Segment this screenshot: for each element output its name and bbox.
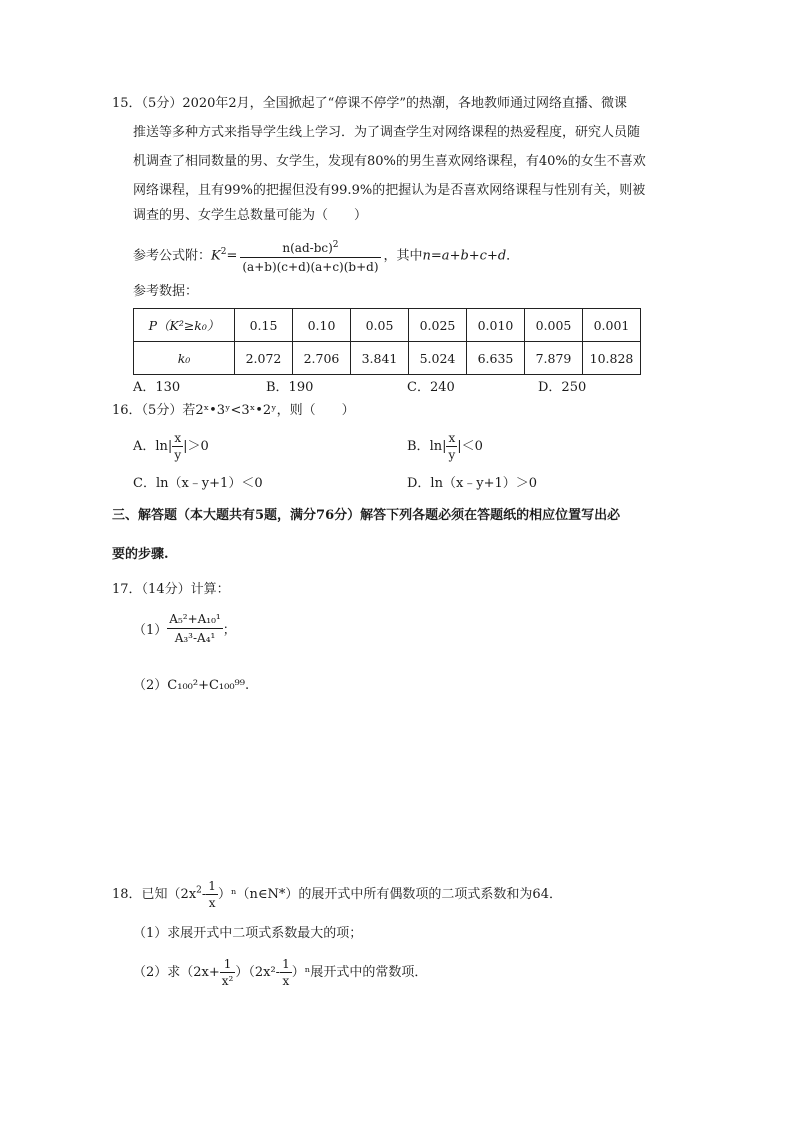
stem-mid: -	[201, 887, 207, 902]
fraction-numerator: 1	[282, 957, 290, 971]
table-row-k	[134, 342, 641, 375]
formula-eq: =	[226, 248, 238, 264]
table-cell: 0.05	[351, 309, 409, 342]
formula-prefix: 参考公式附：	[133, 248, 212, 264]
option-label: B．	[407, 439, 430, 454]
formula-denominator: (a+b)(c+d)(a+c)(b+d)	[242, 260, 379, 274]
q18-part-1: （1）求展开式中二项式系数最大的项；	[133, 926, 363, 941]
q18-part-2	[133, 956, 427, 989]
option-ln: ln|	[429, 439, 447, 454]
section-3-heading: 三、解答题（本大题共有5题，满分76分）解答下列各题必须在答题纸的相应位置写出必	[112, 508, 621, 523]
table-row-p	[134, 309, 641, 342]
table-cell: 3.841	[351, 342, 409, 375]
part2-prefix: （2）求（2x+	[133, 965, 220, 980]
fraction-denominator: x	[208, 896, 216, 910]
part-end: ；	[222, 623, 236, 638]
option-fraction	[172, 430, 183, 463]
formula-suffix: ，其中	[383, 248, 423, 264]
q17-stem: 17．（14分）计算：	[112, 582, 230, 597]
q16-option-d: D．ln（x﹣y+1）＞0	[407, 476, 538, 491]
stem-tail: ）ⁿ（n∈N*）的展开式中所有偶数项的二项式系数和为64．	[217, 887, 562, 902]
fraction-denominator: x	[282, 974, 290, 988]
q15-line-2: 推送等多种方式来指导学生线上学习．为了调查学生对网络课程的热爱程度，研究人员随	[133, 125, 641, 140]
fraction-numerator: x	[448, 431, 456, 445]
option-tail: |＞0	[183, 439, 209, 454]
q17-part2-expression: C₁₀₀²+C₁₀₀⁹⁹.	[167, 678, 250, 693]
part-label: （2）	[133, 678, 168, 693]
option-ln: ln|	[155, 439, 173, 454]
formula-end: ．	[506, 248, 520, 264]
formula-k: K	[211, 248, 221, 264]
table-cell: 0.15	[235, 309, 293, 342]
formula-k-exp: 2	[220, 247, 227, 258]
table-cell: 2.072	[235, 342, 293, 375]
fraction-numerator: 1	[208, 879, 216, 893]
table-cell: 0.025	[409, 309, 467, 342]
formula-numerator: n(ad-bc)	[282, 241, 333, 255]
table-cell: 0.10	[293, 309, 351, 342]
table-cell: 2.706	[293, 342, 351, 375]
table-cell: 0.005	[525, 309, 583, 342]
option-fraction	[446, 430, 457, 463]
q16-option-b	[407, 430, 483, 463]
q17-part-2	[133, 678, 249, 694]
q16-stem: 16．（5分）若2ˣ•3ʸ<3ˣ•2ʸ，则（ ）	[112, 403, 355, 418]
table-cell: 0.010	[467, 309, 525, 342]
q15-line-1: 15．（5分）2020年2月，全国掀起了“停课不停学”的热潮，各地教师通过网络直播、微课	[112, 96, 627, 111]
fraction-denominator: y	[174, 448, 182, 462]
q18-stem: 18．已知（$2x^2-$ $\frac{1}{x}$ ）ⁿ（n∈N*）的展开式中所有偶数项的二项式系数和为64．	[112, 879, 562, 910]
critical-value-table	[133, 308, 641, 375]
table-cell: 10.828	[583, 342, 641, 375]
fraction-numerator: x	[174, 431, 182, 445]
q15-option-d: D．250	[538, 380, 587, 395]
table-head-k: k₀	[134, 342, 235, 375]
q15-ref-data-label: 参考数据：	[133, 284, 199, 299]
table-cell: 0.001	[583, 309, 641, 342]
q15-option-b: B．190	[266, 380, 314, 395]
fraction-numerator: 1	[220, 956, 236, 973]
q15-option-a: A．130	[133, 380, 181, 395]
q16-option-a	[133, 430, 209, 463]
part-label: （1）	[133, 623, 168, 638]
table-head-p: P（K²≥k₀）	[134, 309, 235, 342]
fraction-denominator: A₃³-A₄¹	[174, 631, 216, 645]
q17-part1-fraction	[167, 612, 222, 645]
part2-tail: ）ⁿ展开式中的常数项．	[291, 965, 428, 980]
formula-fraction	[240, 236, 380, 276]
q15-line-3: 机调查了相同数量的男、女学生，发现有80%的男生喜欢网络课程，有40%的女生不喜欢	[133, 154, 646, 169]
fraction-numerator: A₅²+A₁₀¹	[167, 612, 222, 629]
option-label: A．	[133, 439, 156, 454]
fraction-denominator: y	[448, 448, 456, 462]
q15-line-5: 调查的男、女学生总数量可能为（ ）	[133, 208, 368, 223]
table-cell: 7.879	[525, 342, 583, 375]
option-tail: |＜0	[457, 439, 483, 454]
formula-numerator-exp: 2	[332, 240, 339, 250]
table-cell: 5.024	[409, 342, 467, 375]
stem-prefix: 18．已知（2x	[112, 887, 197, 902]
q16-option-c: C．ln（x﹣y+1）＜0	[133, 476, 263, 491]
q15-reference-formula	[133, 236, 519, 276]
q15-option-c: C．240	[407, 380, 455, 395]
stem-fraction	[206, 878, 218, 911]
fraction-denominator: x²	[221, 974, 234, 988]
formula-n: n=a+b+c+d	[422, 248, 507, 264]
q15-line-4: 网络课程，且有99%的把握但没有99.9%的把握认为是否喜欢网络课程与性别有关，则被	[133, 183, 646, 198]
part2-mid: ）（2x²-	[235, 965, 281, 980]
section-3-heading-cont: 要的步骤.	[112, 547, 169, 562]
q17-part-1	[133, 612, 236, 645]
part2-fraction-1	[220, 956, 236, 989]
table-cell: 6.635	[467, 342, 525, 375]
part2-fraction-2	[280, 956, 292, 989]
